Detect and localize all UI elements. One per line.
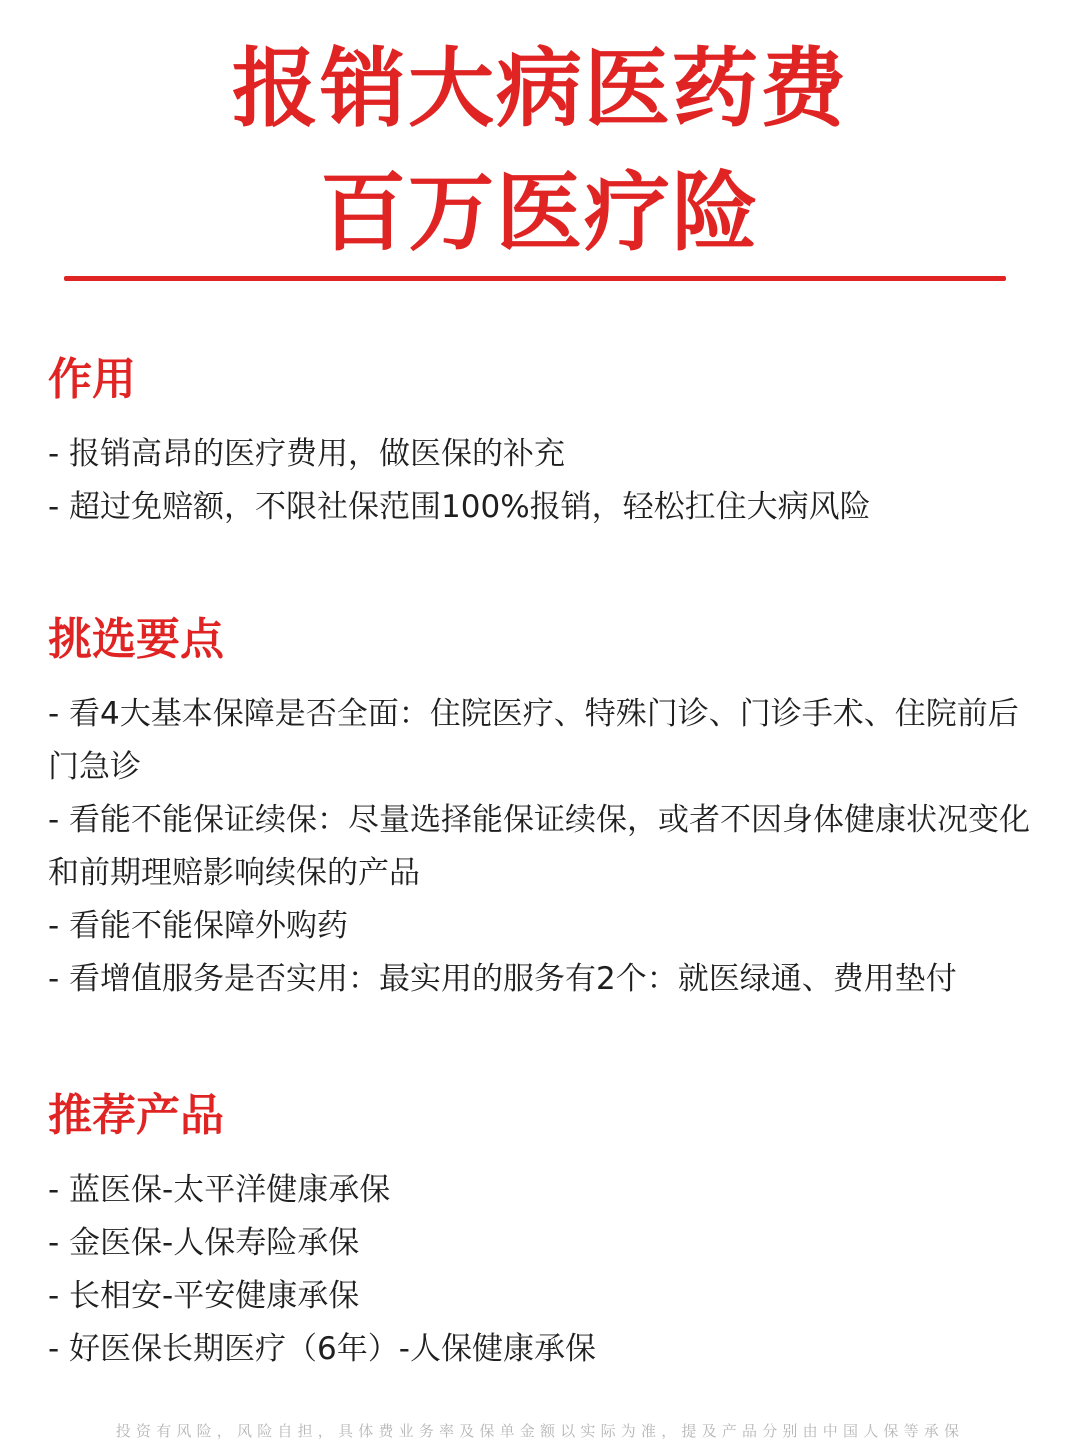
criteria-item: - 看能不能保证续保：尽量选择能保证续保，或者不因身体健康状况变化和前期理赔影响续保的产品 bbox=[48, 802, 1031, 891]
product-item: - 好医保长期医疗（6年）-人保健康承保 bbox=[48, 1331, 596, 1367]
criteria-item: - 看能不能保障外购药 bbox=[48, 908, 349, 944]
page-title-line-2: 百万医疗险 bbox=[320, 163, 760, 263]
product-item: - 长相安-平安健康承保 bbox=[48, 1278, 360, 1314]
section-heading-products: 推荐产品 bbox=[48, 1090, 224, 1141]
usage-list bbox=[48, 428, 1038, 534]
product-item: - 金医保-人保寿险承保 bbox=[48, 1225, 360, 1261]
criteria-list bbox=[48, 688, 1038, 1006]
section-heading-usage: 作用 bbox=[48, 354, 136, 405]
criteria-item: - 看增值服务是否实用：最实用的服务有2个：就医绿通、费用垫付 bbox=[48, 961, 957, 997]
section-criteria bbox=[48, 614, 1038, 1006]
footer-disclaimer: 投资有风险，风险自担，具体费业务率及保单金额以实际为准，提及产品分别由中国人保等承保 bbox=[115, 1422, 965, 1440]
section-heading-criteria: 挑选要点 bbox=[48, 614, 224, 665]
usage-item: - 报销高昂的医疗费用，做医保的补充 bbox=[48, 436, 566, 472]
products-list bbox=[48, 1164, 1038, 1376]
title-divider bbox=[64, 276, 1006, 281]
section-usage bbox=[48, 354, 1038, 534]
criteria-item: - 看4大基本保障是否全面：住院医疗、特殊门诊、门诊手术、住院前后门急诊 bbox=[48, 696, 1019, 785]
section-products bbox=[48, 1090, 1038, 1376]
usage-item: - 超过免赔额，不限社保范围100%报销，轻松扛住大病风险 bbox=[48, 489, 871, 525]
product-item: - 蓝医保-太平洋健康承保 bbox=[48, 1172, 391, 1208]
page-title-line-1: 报销大病医药费 bbox=[232, 39, 848, 139]
